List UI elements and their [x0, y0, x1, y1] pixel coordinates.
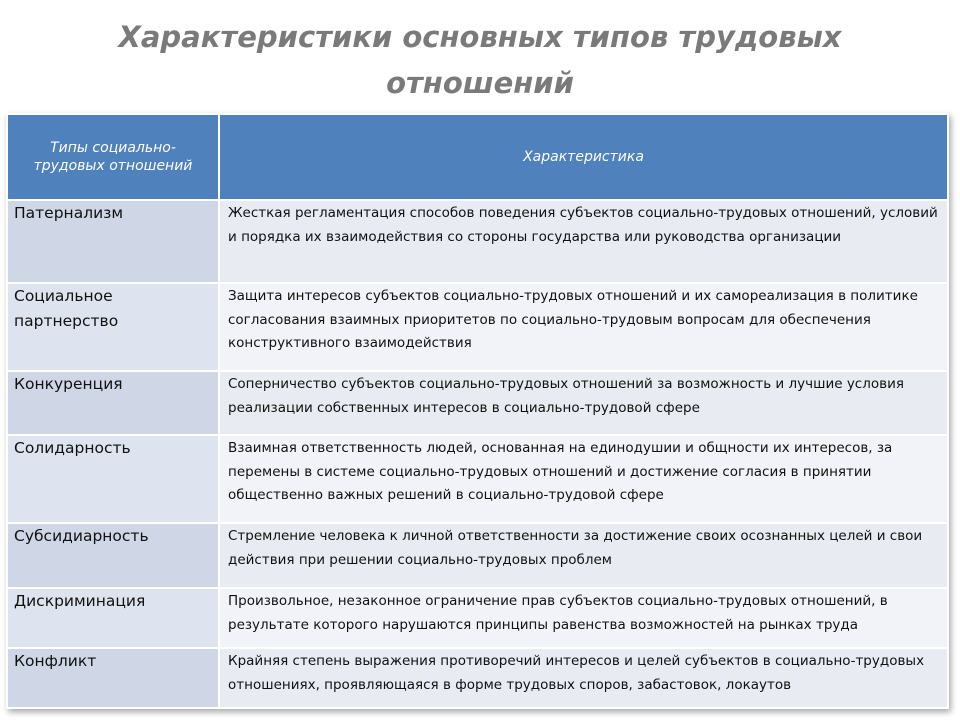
row-desc-cell: Крайняя степень выражения противоречий интересов и целей субъектов в социально-трудовых отношениях, проявляющаяся в форме трудовых споров, забастовок, локаутов	[219, 648, 948, 708]
table-row	[7, 588, 948, 648]
row-desc-cell: Взаимная ответственность людей, основанная на единодушии и общности их интересов, за перемены в системе социально-трудовых отношений и достижение согласия в принятии общественно важных решений в социально-трудовой сфере	[219, 435, 948, 523]
table-row	[7, 283, 948, 371]
row-type-cell: Субсидиарность	[7, 523, 219, 588]
row-type-cell: Конкуренция	[7, 371, 219, 435]
page-title: Характеристики основных типов трудовых отношений	[118, 20, 842, 100]
table-row	[7, 371, 948, 435]
column-header-types: Типы социально-трудовых отношений	[7, 114, 219, 200]
table-row	[7, 523, 948, 588]
row-desc-cell: Защита интересов субъектов социально-трудовых отношений и их самореализация в политике согласования взаимных приоритетов по социально-трудовым вопросам для обеспечения конструктивного взаимодействия	[219, 283, 948, 371]
row-type-cell: Дискриминация	[7, 588, 219, 648]
row-type-cell: Патернализм	[7, 200, 219, 283]
row-desc-cell: Соперничество субъектов социально-трудовых отношений за возможность и лучшие условия реализации собственных интересов в социально-трудовой сфере	[219, 371, 948, 435]
table-row	[7, 648, 948, 708]
row-type-cell: Солидарность	[7, 435, 219, 523]
row-type-cell: Социальное партнерство	[7, 283, 219, 371]
row-type-cell: Конфликт	[7, 648, 219, 708]
characteristics-table	[6, 113, 949, 709]
row-desc-cell: Жесткая регламентация способов поведения субъектов социально-трудовых отношений, условий и порядка их взаимодействия со стороны государства или руководства организации	[219, 200, 948, 283]
column-header-characteristic: Характеристика	[219, 114, 948, 200]
row-desc-cell: Произвольное, незаконное ограничение прав субъектов социально-трудовых отношений, в результате которого нарушаются принципы равенства возможностей на рынках труда	[219, 588, 948, 648]
table-row	[7, 435, 948, 523]
row-desc-cell: Стремление человека к личной ответственности за достижение своих осознанных целей и свои действия при решении социально-трудовых проблем	[219, 523, 948, 588]
table-row	[7, 200, 948, 283]
table-header-row	[7, 114, 948, 200]
